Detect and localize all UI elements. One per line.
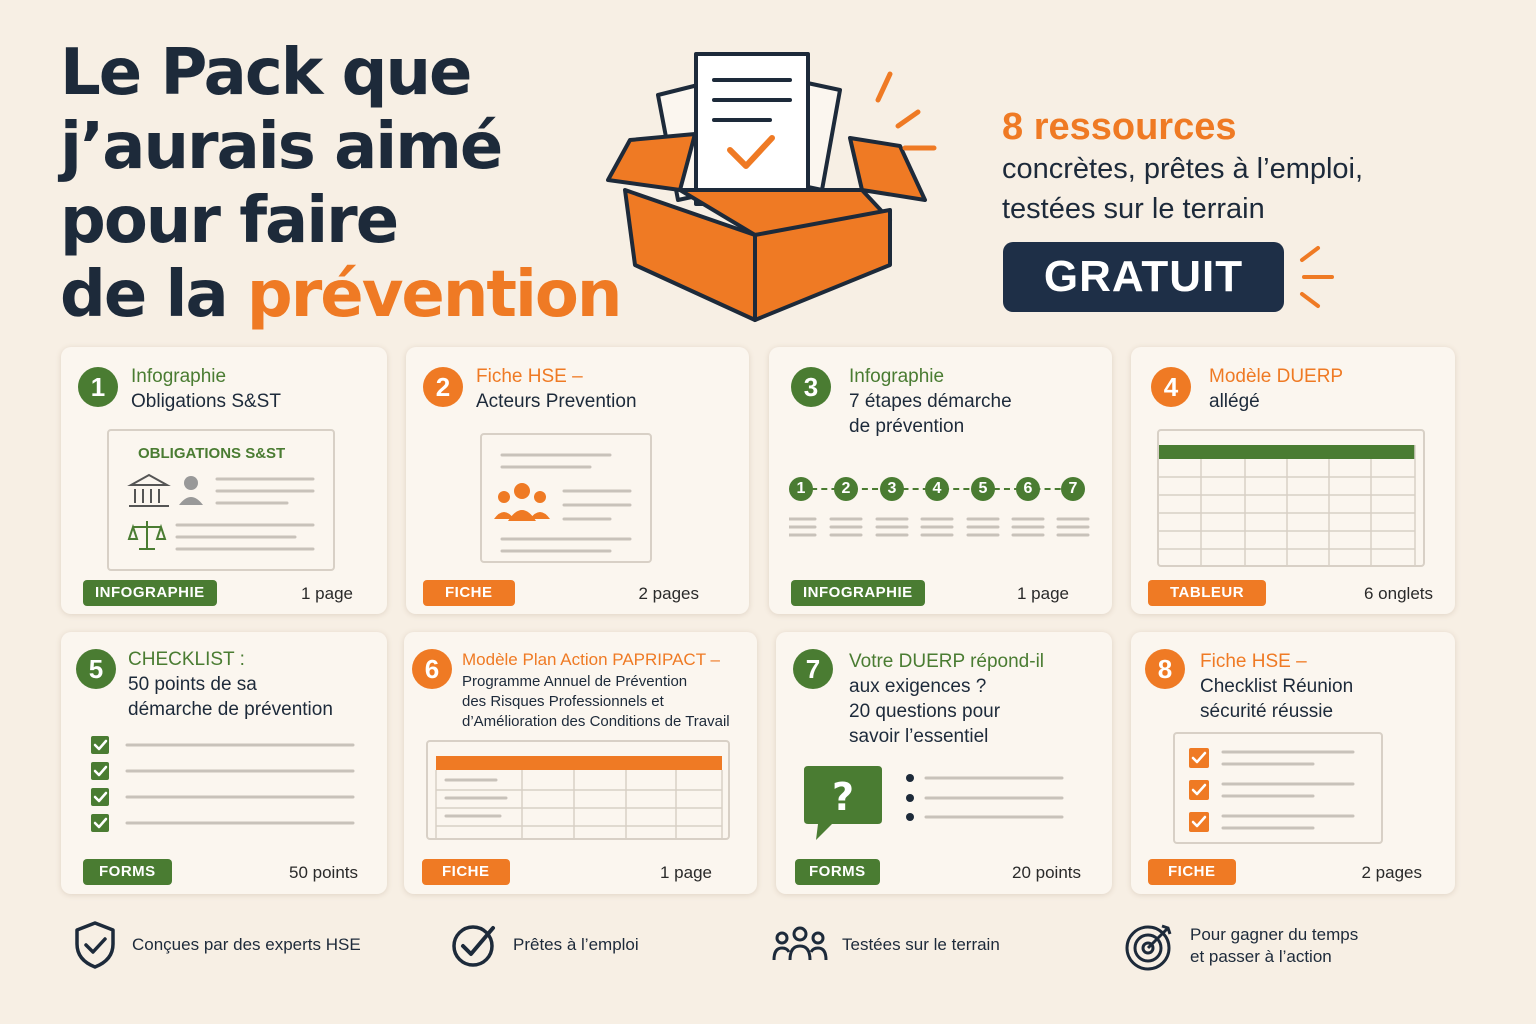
shield-check-icon	[72, 920, 118, 970]
meeting-checklist-preview	[1173, 732, 1383, 844]
card-title	[1200, 649, 1353, 724]
card-type-tag: FORMS	[83, 859, 172, 885]
step-text-lines	[789, 515, 1095, 545]
infographic-preview-label: OBLIGATIONS S&ST	[138, 445, 286, 462]
question-list-lines	[902, 772, 1072, 822]
card-number-badge: 7	[793, 649, 833, 689]
sparkle-rays-icon	[1296, 244, 1336, 310]
intro-desc-2: testées sur le terrain	[1002, 193, 1265, 225]
feature-label: Conçues par des experts HSE	[132, 935, 361, 954]
card-title-line-2: 50 points de sa démarche de prévention	[128, 674, 333, 720]
resource-card-5[interactable]	[61, 632, 387, 894]
card-type-tag: FICHE	[422, 859, 510, 885]
card-number-badge: 5	[76, 649, 116, 689]
step-circle: 3	[880, 477, 904, 501]
card-meta: 1 page	[1017, 584, 1069, 603]
people-icon	[772, 924, 828, 966]
card-title	[131, 364, 281, 414]
step-circle: 6	[1016, 477, 1040, 501]
card-title-line-2: aux exigences ? 20 questions pour savoir l’essentiel	[849, 676, 1001, 747]
card-meta: 1 page	[301, 584, 353, 603]
card-type-tag: FICHE	[1148, 859, 1236, 885]
card-number-badge: 2	[423, 367, 463, 407]
step-circle: 2	[834, 477, 858, 501]
card-title-line-2: Acteurs Prevention	[476, 391, 637, 412]
card-title-line-1: Modèle Plan Action PAPRIPACT –	[462, 650, 720, 669]
features-row	[0, 918, 1536, 988]
resource-card-1[interactable]	[61, 347, 387, 614]
free-badge: GRATUIT	[1003, 242, 1284, 312]
card-number-badge: 6	[412, 649, 452, 689]
page-title	[60, 36, 620, 332]
card-title	[1209, 364, 1343, 414]
card-title	[849, 649, 1044, 749]
card-title-line-1: CHECKLIST :	[128, 649, 245, 670]
action-plan-table-preview	[426, 740, 730, 840]
feature-label: Prêtes à l’emploi	[513, 935, 639, 954]
card-type-tag: TABLEUR	[1148, 580, 1266, 606]
step-circle: 1	[789, 477, 813, 501]
resource-card-2[interactable]	[406, 347, 749, 614]
check-circle-icon	[449, 920, 499, 970]
resource-count: 8 ressources	[1002, 106, 1237, 148]
card-title-line-2: Programme Annuel de Prévention des Risques Professionnels et d’Amélioration des Conditions de Travail	[462, 673, 730, 730]
intro-block	[1002, 106, 1363, 228]
title-line-4-prefix: de la	[60, 258, 247, 332]
card-meta: 2 pages	[1361, 863, 1422, 882]
card-title-line-2: Obligations S&ST	[131, 391, 281, 412]
step-circle: 5	[971, 477, 995, 501]
intro-desc-1: concrètes, prêtes à l’emploi,	[1002, 153, 1364, 185]
card-number-badge: 4	[1151, 367, 1191, 407]
title-line-2: j’aurais aimé	[60, 110, 502, 184]
card-title-line-1: Infographie	[131, 366, 227, 387]
card-title	[476, 364, 637, 414]
feature-label: Testées sur le terrain	[842, 935, 1000, 954]
card-type-tag: FORMS	[795, 859, 880, 885]
open-box-icon	[600, 50, 940, 330]
feature-label: Pour gagner du temps et passer à l’action	[1190, 925, 1359, 966]
resource-card-6[interactable]	[404, 632, 757, 894]
card-type-tag: INFOGRAPHIE	[83, 580, 217, 606]
title-line-4	[60, 258, 620, 332]
title-accent: prévention	[246, 258, 621, 332]
card-number-badge: 8	[1145, 649, 1185, 689]
card-number-badge: 1	[78, 367, 118, 407]
card-meta: 20 points	[1012, 863, 1081, 882]
question-bubble-icon	[802, 764, 884, 842]
card-type-tag: FICHE	[423, 580, 515, 606]
card-title	[849, 364, 1012, 439]
target-icon	[1124, 920, 1176, 972]
feature-ready	[449, 920, 639, 970]
card-title-line-1: Votre DUERP répond-il	[849, 651, 1045, 672]
card-title-line-1: Fiche HSE –	[1200, 651, 1307, 672]
sheet-preview	[480, 433, 652, 563]
feature-experts	[72, 920, 361, 970]
resource-card-3[interactable]	[769, 347, 1112, 614]
resource-card-4[interactable]	[1131, 347, 1455, 614]
card-title	[462, 647, 730, 732]
feature-tested	[772, 924, 1000, 966]
feature-save-time	[1124, 920, 1358, 972]
card-title-line-2: Checklist Réunion sécurité réussie	[1200, 676, 1354, 722]
card-meta: 6 onglets	[1364, 584, 1433, 603]
step-circle: 7	[1061, 477, 1085, 501]
svg-text:?: ?	[831, 775, 855, 819]
checklist-preview	[89, 734, 359, 836]
card-title-line-1: Fiche HSE –	[476, 366, 583, 387]
resource-card-8[interactable]	[1131, 632, 1455, 894]
card-meta: 50 points	[289, 863, 358, 882]
card-number-badge: 3	[791, 367, 831, 407]
card-title-line-1: Modèle DUERP	[1209, 366, 1344, 387]
card-title-line-2: allégé	[1209, 391, 1260, 412]
resource-card-7[interactable]	[776, 632, 1112, 894]
card-title	[128, 647, 333, 722]
card-type-tag: INFOGRAPHIE	[791, 580, 925, 606]
title-line-3: pour faire	[60, 184, 398, 258]
card-title-line-2: 7 étapes démarche de prévention	[849, 391, 1012, 437]
spreadsheet-preview	[1157, 429, 1425, 567]
steps-timeline	[789, 477, 1095, 547]
step-circle: 4	[925, 477, 949, 501]
card-meta: 1 page	[660, 863, 712, 882]
title-line-1: Le Pack que	[60, 36, 471, 110]
card-meta: 2 pages	[638, 584, 699, 603]
card-title-line-1: Infographie	[849, 366, 945, 387]
